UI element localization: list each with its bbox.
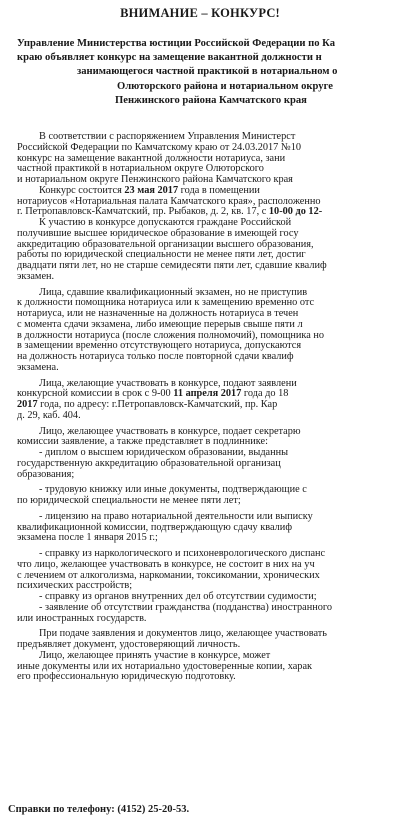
announcement-body — [17, 132, 400, 683]
text-line: Лицо, желающее участвовать в конкурсе, подает секретарю — [39, 425, 301, 437]
text-line: К участию в конкурсе допускаются граждане Российской — [39, 217, 292, 228]
list-item — [17, 549, 400, 592]
text-line: психических расстройств; — [17, 580, 133, 592]
contest-date: 23 мая 2017 — [124, 184, 179, 196]
text-line: предъявляет документ, удостоверяющий личность. — [17, 639, 241, 650]
text-line: конкурс на замещение вакантной должности нотариуса, зани — [17, 152, 286, 164]
text-line — [17, 186, 400, 197]
text-line: что лицо, желающее участвовать в конкурсе, не состоит в них на уч — [17, 558, 315, 570]
text-line: или иностранных государств. — [17, 612, 147, 624]
paragraph-eligibility — [17, 218, 400, 283]
text-fragment: года в помещении — [178, 184, 260, 196]
subtitle-line: Пенжинского района Камчатского края — [115, 94, 307, 106]
text-line: - справку из органов внутренних дел об отсутствии судимости; — [39, 591, 317, 602]
text-line: экзамена. — [17, 361, 59, 373]
text-line: нотариуса, или не назначенные на должность нотариуса в течен — [17, 308, 299, 319]
text-line: - диплом о высшем юридическом образовании, выданны — [39, 447, 289, 458]
text-fragment: конкурсной комиссии в срок с 9-00 — [17, 388, 174, 400]
text-line: комиссии заявление, а также представляет в подлиннике: — [17, 436, 268, 448]
text-line: - справку из наркологического и психоневрологического диспанс — [39, 548, 326, 559]
text-line: на должность нотариуса только после повторной сдачи квалиф — [17, 351, 294, 362]
text-fragment: г. Петропавловск-Камчатский, пр. Рыбаков, д. 2, кв. 17, с — [17, 206, 269, 218]
text-line: к должности помощника нотариуса или к замещению временно отс — [17, 297, 315, 309]
deadline-date: 11 апреля 2017 — [173, 388, 242, 400]
text-line: - заявление об отсутствии гражданства (подданства) иностранного — [39, 601, 332, 613]
text-line: государственную аккредитацию образовательной организац — [17, 457, 281, 469]
page-title: ВНИМАНИЕ – КОНКУРС! — [120, 6, 280, 20]
text-line: - лицензию на право нотариальной деятельности или выписку — [39, 510, 313, 522]
subtitle-line: Управление Министерства юстиции Российской Федерации по Ка — [17, 38, 336, 49]
contest-time: 10-00 до 12- — [268, 206, 323, 218]
text-line: с лечением от алкоголизма, наркомании, токсикомании, хронических — [17, 569, 320, 581]
text-line: Лицо, желающее принять участие в конкурсе, может — [39, 649, 271, 661]
text-line: квалификационной комиссии, подтверждающую сдачу квалиф — [17, 521, 292, 533]
paragraph-documents-intro — [17, 427, 400, 449]
announcement-subtitle — [17, 37, 400, 108]
text-line: экзамена после 1 января 2015 г.; — [17, 532, 158, 544]
text-line: по юридической специальности не менее пяти лет; — [17, 495, 241, 506]
text-line: двадцати пяти лет, но не старше семидесяти пяти лет, сдавшие квалиф — [17, 260, 327, 271]
text-line: частной практикой в нотариальном округе Олюторского — [17, 163, 264, 175]
paragraph-application-deadline — [17, 379, 400, 422]
subtitle-line: занимающегося частной практикой в нотариальном о — [77, 66, 338, 78]
paragraph-identity — [17, 629, 400, 651]
text-line: - трудовую книжку или иные документы, подтверждающие с — [39, 484, 307, 496]
text-line: работы по юридической специальности не менее пяти лет, достиг — [17, 249, 306, 261]
list-item — [17, 448, 400, 480]
list-item — [17, 485, 400, 507]
text-line: аккредитацию образовательной организации высшего образования, — [17, 238, 314, 250]
paragraph-retake-exam — [17, 288, 400, 374]
text-fragment: Конкурс состоится — [39, 184, 125, 196]
text-fragment: года, по адресу: г.Петропавловск-Камчатский, пр. Кар — [37, 399, 278, 410]
text-line: иные документы или их нотариально удостоверенные копии, харак — [17, 660, 313, 672]
text-line: экзамен. — [17, 270, 55, 282]
subtitle-line: краю объявляет конкурс на замещение вакантной должности н — [17, 52, 322, 64]
text-line: д. 29, каб. 404. — [17, 409, 81, 421]
text-line: образования; — [17, 468, 75, 480]
subtitle-line: Олюторского района и нотариальном округе — [117, 80, 333, 92]
deadline-year: 2017 — [17, 399, 38, 410]
text-line: нотариусов «Нотариальная палата Камчатского края», расположенно — [17, 195, 321, 207]
text-line: При подаче заявления и документов лицо, желающее участвовать — [39, 628, 327, 640]
text-line: Российской Федерации по Камчатскому краю от 24.03.2017 №10 — [17, 141, 302, 153]
text-line: его профессиональную юридическую подготовку. — [17, 671, 236, 683]
text-line: Лица, желающие участвовать в конкурсе, подают заявлени — [39, 377, 297, 389]
text-line: в должности нотариуса (после сложения полномочий), помощника но — [17, 329, 325, 341]
documents-list — [17, 448, 400, 624]
text-line: получившие высшее юридическое образование в имеющей госу — [17, 227, 299, 239]
text-fragment: года до 18 — [241, 388, 289, 400]
list-item — [17, 512, 400, 544]
list-item — [17, 603, 400, 625]
contact-phone: Справки по телефону: (4152) 25-20-53. — [8, 804, 190, 815]
text-line: в замещении временно отсутствующего нотариуса, допускаются — [17, 340, 302, 352]
text-line: В соответствии с распоряжением Управления Министерст — [39, 131, 296, 142]
text-line: с момента сдачи экзамена, либо имеющие перерыв свыше пяти л — [17, 318, 303, 330]
text-line: Лица, сдавшие квалификационный экзамен, но не приступив — [39, 286, 308, 298]
text-line: и нотариальном округе Пенжинского района Камчатского края — [17, 174, 293, 185]
paragraph-contest-date — [17, 186, 400, 218]
paragraph-other-documents — [17, 651, 400, 683]
paragraph-order — [17, 132, 400, 186]
